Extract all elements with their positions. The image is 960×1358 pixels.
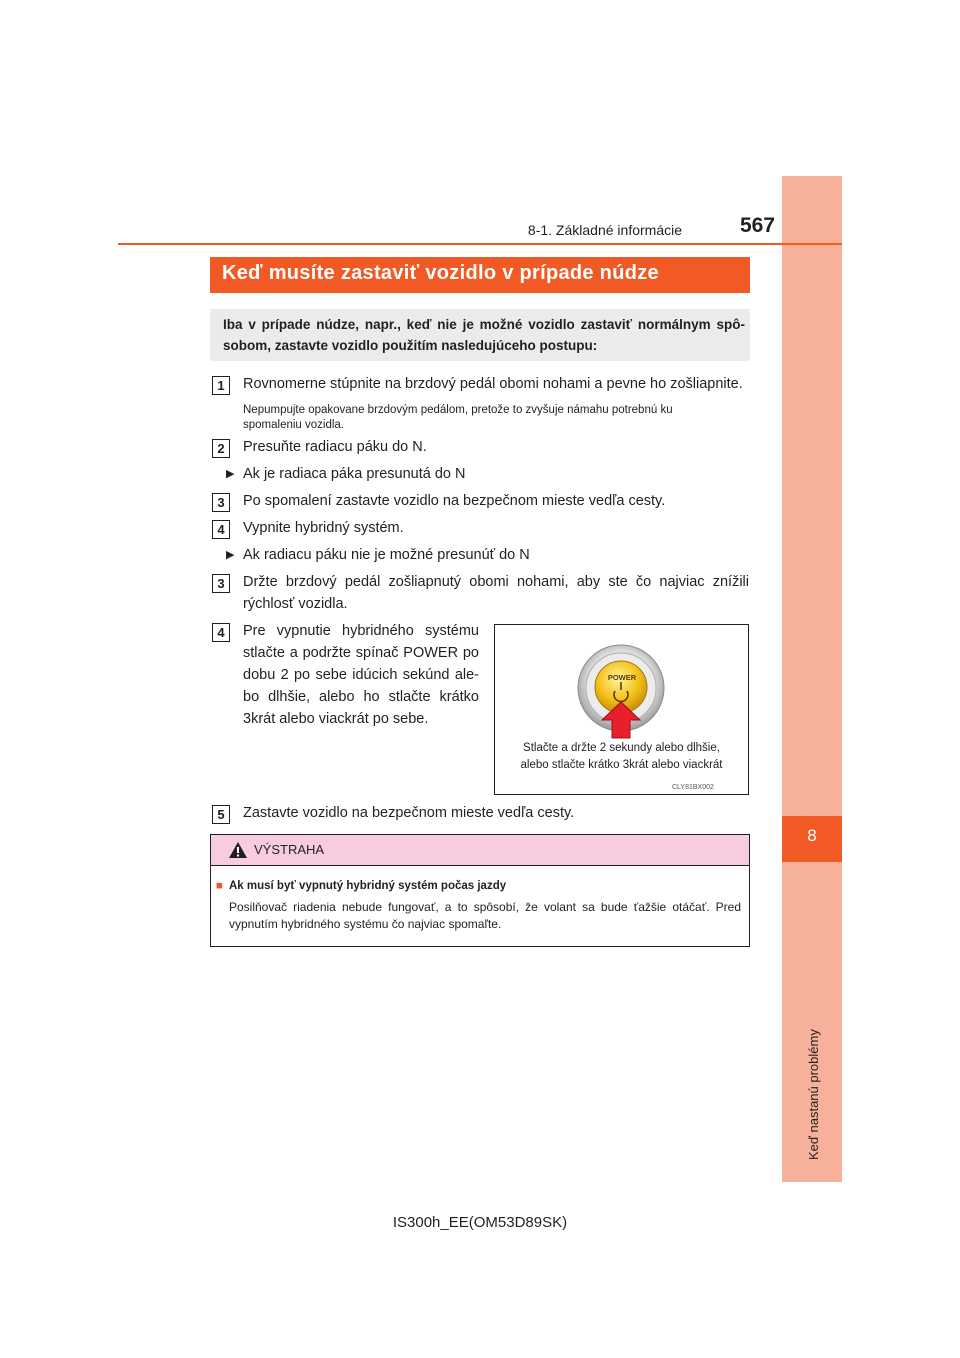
step-text: Držte brzdový pedál zošliapnutý obomi nohami, aby ste čo najviac znížili [243,574,749,590]
chapter-number: 8 [807,826,817,845]
figure-caption [494,740,749,774]
intro-text: Iba v prípade núdze, napr., keď nie je možné vozidlo zastaviť normálnym spô-sobom, zastavte vozidlo použitím nasledujúceho postupu: [223,317,745,353]
triangle-right-icon: ▶ [226,549,235,561]
warning-subtitle: Ak musí byť vypnutý hybridný systém počas jazdy [229,880,507,892]
warning-title: VÝSTRAHA [254,842,325,857]
figure-caption-line: alebo stlačte krátko 3krát alebo viackrát [520,759,723,771]
step-text: stlačte a podržte spínač POWER po [243,645,479,661]
power-button-label: POWER [607,673,637,682]
warning-triangle-icon [228,841,248,859]
step-number: 4 [212,520,230,539]
step-text: bo dlhšie, alebo ho stlačte krátko [243,689,479,705]
step-number: 3 [212,574,230,593]
step-text: Presuňte radiacu páku do N. [243,439,427,455]
footer-model-code: IS300h_EE(OM53D89SK) [392,1214,568,1231]
step-text: Rovnomerne stúpnite na brzdový pedál obomi nohami a pevne ho zošliapnite. [243,376,743,392]
step-text: Vypnite hybridný systém. [243,520,404,536]
case-heading: Ak je radiaca páka presunutá do N [243,466,466,482]
step-text: Pre vypnutie hybridného systému [243,623,479,639]
chapter-title: Keď nastanú problémy [806,1029,821,1160]
warning-bullet: ■ [216,880,223,892]
step-number: 1 [212,376,230,395]
power-button-illustration [494,624,749,744]
section-title: 8-1. Základné informácie [527,222,682,238]
header-rule [118,243,842,245]
step-text: Zastavte vozidlo na bezpečnom mieste vedľa cesty. [243,805,575,821]
step-text: dobu 2 po sebe idúcich sekúnd ale- [243,667,479,683]
figure-caption-line: Stlačte a držte 2 sekundy alebo dlhšie, [523,742,720,754]
triangle-right-icon: ▶ [226,468,235,480]
step-number: 2 [212,439,230,458]
figure-code: CLY81BX002 [672,784,714,791]
step-note: Nepumpujte opakovane brzdovým pedálom, pretože to zvyšuje námahu potrebnú ku [243,404,673,416]
page-title: Keď musíte zastaviť vozidlo v prípade núdze [222,262,659,284]
page-number: 567 [739,214,775,237]
case-heading: Ak radiacu páku nie je možné presunúť do N [243,547,530,563]
step-number: 3 [212,493,230,512]
step-text: rýchlosť vozidla. [243,596,348,612]
step-note: spomaleniu vozidla. [243,419,345,431]
warning-body: Posilňovač riadenia nebude fungovať, a to spôsobí, že volant sa bude ťažšie otáčať. Pred vypnutím hybridného systému čo najviac spomaľte. [229,900,741,931]
step-number: 5 [212,805,230,824]
step-text: Po spomalení zastavte vozidlo na bezpečnom mieste vedľa cesty. [243,493,666,509]
step-number: 4 [212,623,230,642]
step-text: 3krát alebo viackrát po sebe. [243,711,429,727]
